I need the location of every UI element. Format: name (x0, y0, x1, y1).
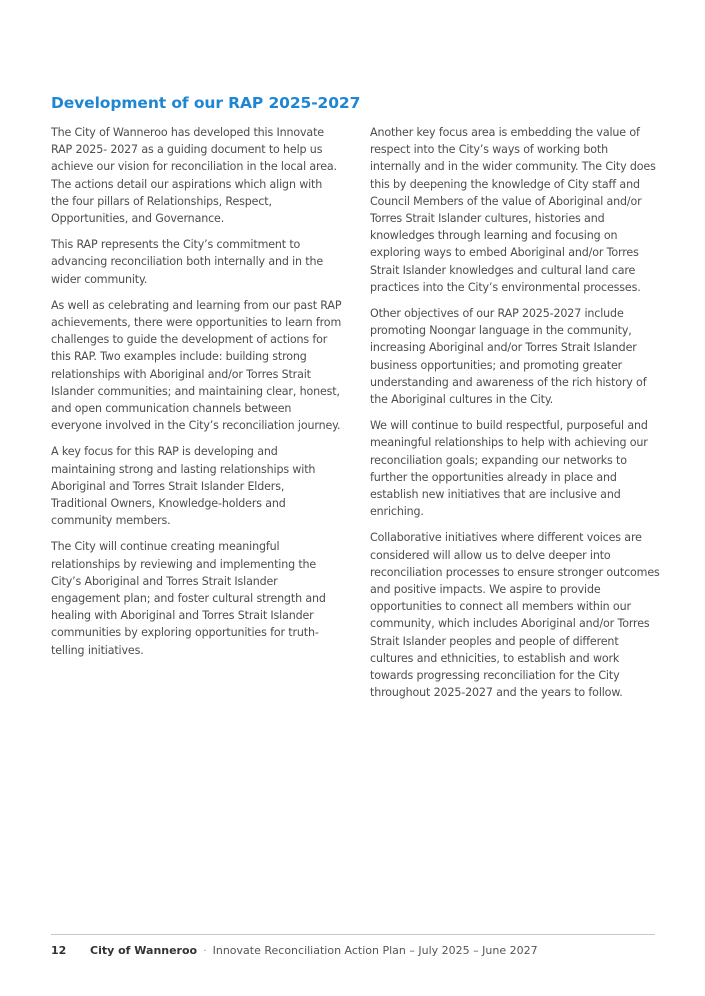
organisation-name: City of Wanneroo (90, 944, 198, 957)
document-title: Innovate Reconciliation Action Plan – July 2025 – June 2027 (212, 944, 538, 957)
paragraph: This RAP represents the City’s commitment to advancing reconciliation both internally and in the wider community. (51, 238, 324, 286)
paragraph: The City of Wanneroo has developed this Innovate RAP 2025- 2027 as a guiding document to help us achieve our vision for reconciliation in the local area. The actions detail our aspirations which align with the four pillars of Relationships, Respect, Opportunities, and Governance. (51, 126, 337, 226)
paragraph: Another key focus area is embedding the value of respect into the City’s ways of working both internally and in the wider community. The City does this by deepening the knowledge of City staff and Council Members of the value of Aboriginal and/or Torres Strait Islander cultures, histories and knowledges through learning and focusing on exploring ways to embed Aboriginal and/or Torres Strait Islander knowledges and cultural land care practices into the City’s environmental processes. (370, 126, 656, 294)
paragraph: Other objectives of our RAP 2025-2027 include promoting Noongar language in the community, increasing Aboriginal and/or Torres Strait Islander business opportunities; and promoting greater understanding and awareness of the rich history of the Aboriginal cultures in the City. (370, 307, 647, 407)
paragraph: As well as celebrating and learning from our past RAP achievements, there were opportunities to learn from challenges to guide the development of actions for this RAP. Two examples include: building strong relationships with Aboriginal and/or Torres Strait Islander communities; and maintaining clear, honest, and open communication channels between everyone involved in the City’s reconciliation journey. (51, 298, 342, 433)
left-column (51, 124, 343, 668)
page-footer (51, 944, 538, 957)
page-number: 12 (51, 944, 67, 957)
paragraph: We will continue to build respectful, purposeful and meaningful relationships to help with achieving our reconciliation goals; expanding our networks to further the opportunities already in place and establish new initiatives that are inclusive and enriching. (370, 419, 648, 519)
right-column (370, 124, 662, 711)
section-heading: Development of our RAP 2025-2027 (51, 94, 361, 112)
footer-divider (51, 934, 655, 935)
separator-dot: · (203, 944, 207, 957)
paragraph: The City will continue creating meaningful relationships by reviewing and implementing the City’s Aboriginal and Torres Strait Islander engagement plan; and foster cultural strength and healing with Aboriginal and Torres Strait Islander communities by exploring opportunities for truth-telling initiatives. (51, 540, 326, 657)
paragraph: A key focus for this RAP is developing and maintaining strong and lasting relationships with Aboriginal and Torres Strait Islander Elders, Traditional Owners, Knowledge-holders and community members. (51, 445, 316, 528)
paragraph: Collaborative initiatives where different voices are considered will allow us to delve deeper into reconciliation processes to ensure stronger outcomes and positive impacts. We aspire to provide opportunities to connect all members within our community, which includes Aboriginal and/or Torres Strait Islander peoples and people of different cultures and ethnicities, to establish and work towards progressing reconciliation for the City throughout 2025-2027 and the years to follow. (370, 531, 660, 700)
